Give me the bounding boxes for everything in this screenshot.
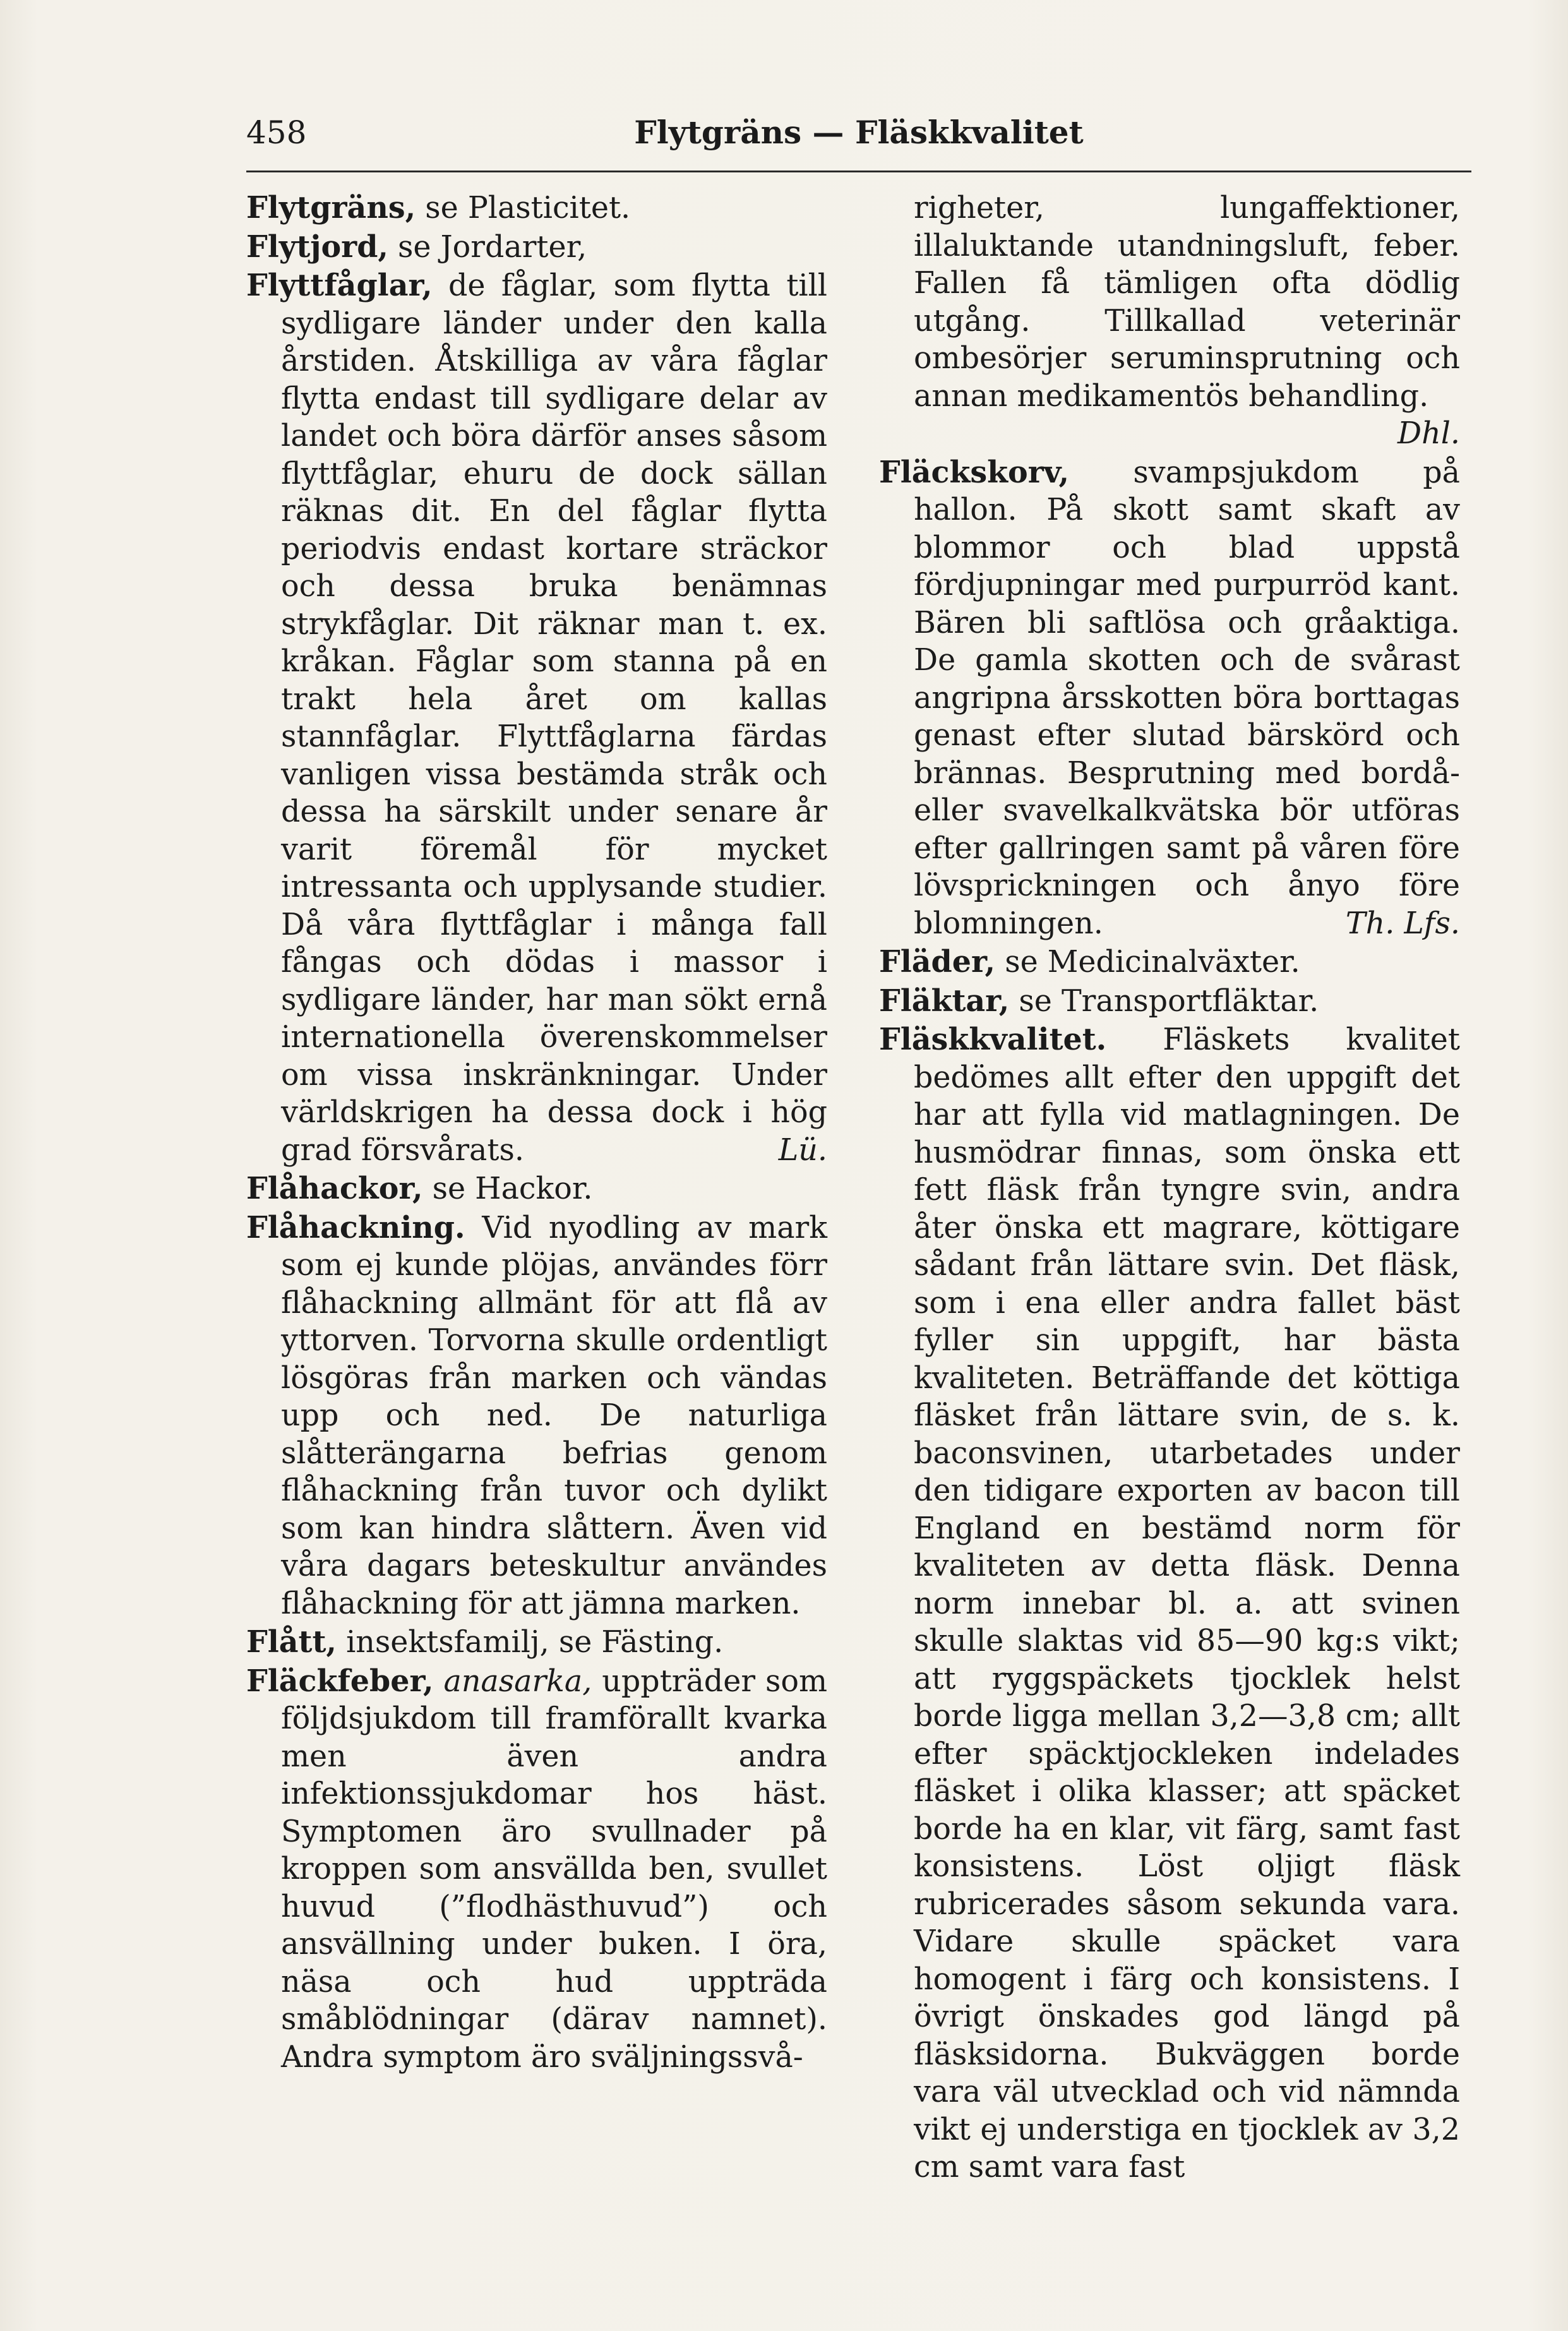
header-rule — [246, 171, 1471, 172]
entry-text: uppträder som följdsjukdom till framförallt kvarka men även andra infektionssjukdomar hos häst. Symptomen äro svullnader på kroppen som ansvällda ben, svullet huvud (”flodhästhuvud”) och ansvällning under buken. I öra, näsa och hud uppträda småblödningar (därav namnet). Andra symptom äro sväljningssvå- — [281, 1663, 827, 2075]
entry-text: de fåglar, som flytta till sydligare länder under den kalla årstiden. Åtskilliga av våra fåglar flytta endast till sydligare delar av landet och böra därför anses såsom flyttfåglar, ehuru de dock sällan räknas dit. En del fåglar flytta periodvis endast kortare sträckor och dessa bruka benämnas strykfåglar. Dit räknar man t. ex. kråkan. Fåglar som stanna på en trakt hela året om kallas stannfåglar. Flyttfåglarna färdas vanligen vissa bestämda stråk och dessa ha särskilt under senare år varit föremål för mycket intressanta och upplysande studier. Då våra flyttfåglar i många fall fångas och dödas i massor i sydligare länder, har man sökt ernå internationella överenskommelser om vissa inskränkningar. Under världskrigen ha dessa dock i hög grad försvårats. — [281, 268, 827, 1168]
entry-flatt — [246, 1624, 827, 1662]
headword: Flytgräns, — [246, 190, 416, 225]
headword: Fläckskorv, — [879, 454, 1070, 490]
headword: Fläskkvalitet. — [879, 1022, 1107, 1057]
headword: Fläckfeber, — [246, 1663, 434, 1699]
running-title: Flytgräns — Fläskkvalitet — [634, 114, 1084, 151]
entry-text: se Plasticitet. — [416, 191, 631, 225]
entry-text: insektsfamilj, se Fästing. — [336, 1625, 724, 1660]
entry-text: se Jordarter, — [388, 229, 587, 265]
entry-fläskkvalitet — [879, 1021, 1460, 2186]
entry-text: righeter, lungaffektioner, illaluktande utandningsluft, feber. Fallen få tämligen ofta dödlig utgång. Tillkallad veterinär ombesörjer seruminsprutning och annan medikamentös behandling. — [914, 191, 1460, 414]
author-signature: Dhl. — [1397, 416, 1460, 451]
entry-fläder — [879, 944, 1460, 981]
entry-fläckskorv — [879, 454, 1460, 943]
entry-flahackor — [246, 1170, 827, 1208]
entry-text: se Transportfläktar. — [1009, 983, 1319, 1019]
page-header — [246, 111, 1471, 155]
entry-text: se Hackor. — [422, 1171, 593, 1206]
headword: Fläder, — [879, 944, 996, 980]
italic-term: anasarka, — [443, 1663, 592, 1699]
entry-flyttfaglar — [246, 267, 827, 1169]
headword: Flåhackning. — [246, 1209, 465, 1245]
author-signature: Th. Lfs. — [1345, 906, 1460, 941]
entry-text: svampsjukdom på hallon. På skott samt skaft av blommor och blad uppstå fördjupningar med purpurröd kant. Bären bli saftlösa och gråaktiga. De gamla skotten och de svårast angripna årsskotten böra borttagas genast efter slutad bärskörd och brännas. Besprutning med bordå- eller svavelkalkvätska bör utföras efter gallringen samt på våren före lövsprickningen och ånyo före blomningen. — [914, 455, 1460, 941]
entry-text: se Medicinalväxter. — [995, 945, 1300, 980]
headword: Flyttfåglar, — [246, 268, 433, 303]
entry-text: Vid nyodling av mark som ej kunde plöjas, användes förr flåhackning allmänt för att flå av yttorven. Torvorna skulle ordentligt lösgöras från marken och vändas upp och ned. De naturliga slåtterängarna befrias genom flåhackning från tuvor och dylikt som kan hindra slåttern. Även vid våra dagars beteskultur användes flåhackning för att jämna marken. — [281, 1210, 827, 1621]
entry-flytjord — [246, 229, 827, 267]
headword: Flåhackor, — [246, 1171, 423, 1206]
author-signature: Lü. — [778, 1132, 827, 1168]
page-number: 458 — [246, 114, 307, 151]
entry-flytgrans — [246, 189, 827, 227]
headword: Flytjord, — [246, 229, 388, 265]
entry-text: Fläskets kvalitet bedömes allt efter den uppgift det har att fylla vid matlagningen. De husmödrar finnas, som önska ett fett fläsk från tyngre svin, andra åter önska ett magrare, köttigare sådant från lättare svin. Det fläsk, som i ena eller andra fallet bäst fyller sin uppgift, har bästa kvaliteten. Beträffande det köttiga fläsket från lättare svin, de s. k. baconsvinen, utarbetades under den tidigare exporten av bacon till England en bestämd norm för kvaliteten av detta fläsk. Denna norm innebar bl. a. att svinen skulle slaktas vid 85—90 kg:s vikt; att ryggspäckets tjocklek helst borde ligga mellan 3,2—3,8 cm; allt efter späcktjockleken indelades fläsket i olika klasser; att späcket borde ha en klar, vit färg, samt fast konsistens. Löst oljigt fläsk rubricerades såsom sekunda vara. Vidare skulle späcket vara homogent i färg och konsistens. I övrigt önskades god längd på fläsksidorna. Bukväggen borde vara väl utvecklad och vid nämnda vikt ej understiga en tjocklek av 3,2 cm samt vara fast — [914, 1022, 1460, 2184]
headword: Flått, — [246, 1624, 337, 1660]
entry-fläktar — [879, 983, 1460, 1021]
right-column — [879, 189, 1460, 2188]
left-column — [246, 189, 827, 2077]
headword: Fläktar, — [879, 983, 1010, 1019]
entry-fläckfeber — [246, 1663, 827, 2076]
entry-flahackning — [246, 1209, 827, 1623]
entry-fläckfeber-continued — [879, 189, 1460, 453]
